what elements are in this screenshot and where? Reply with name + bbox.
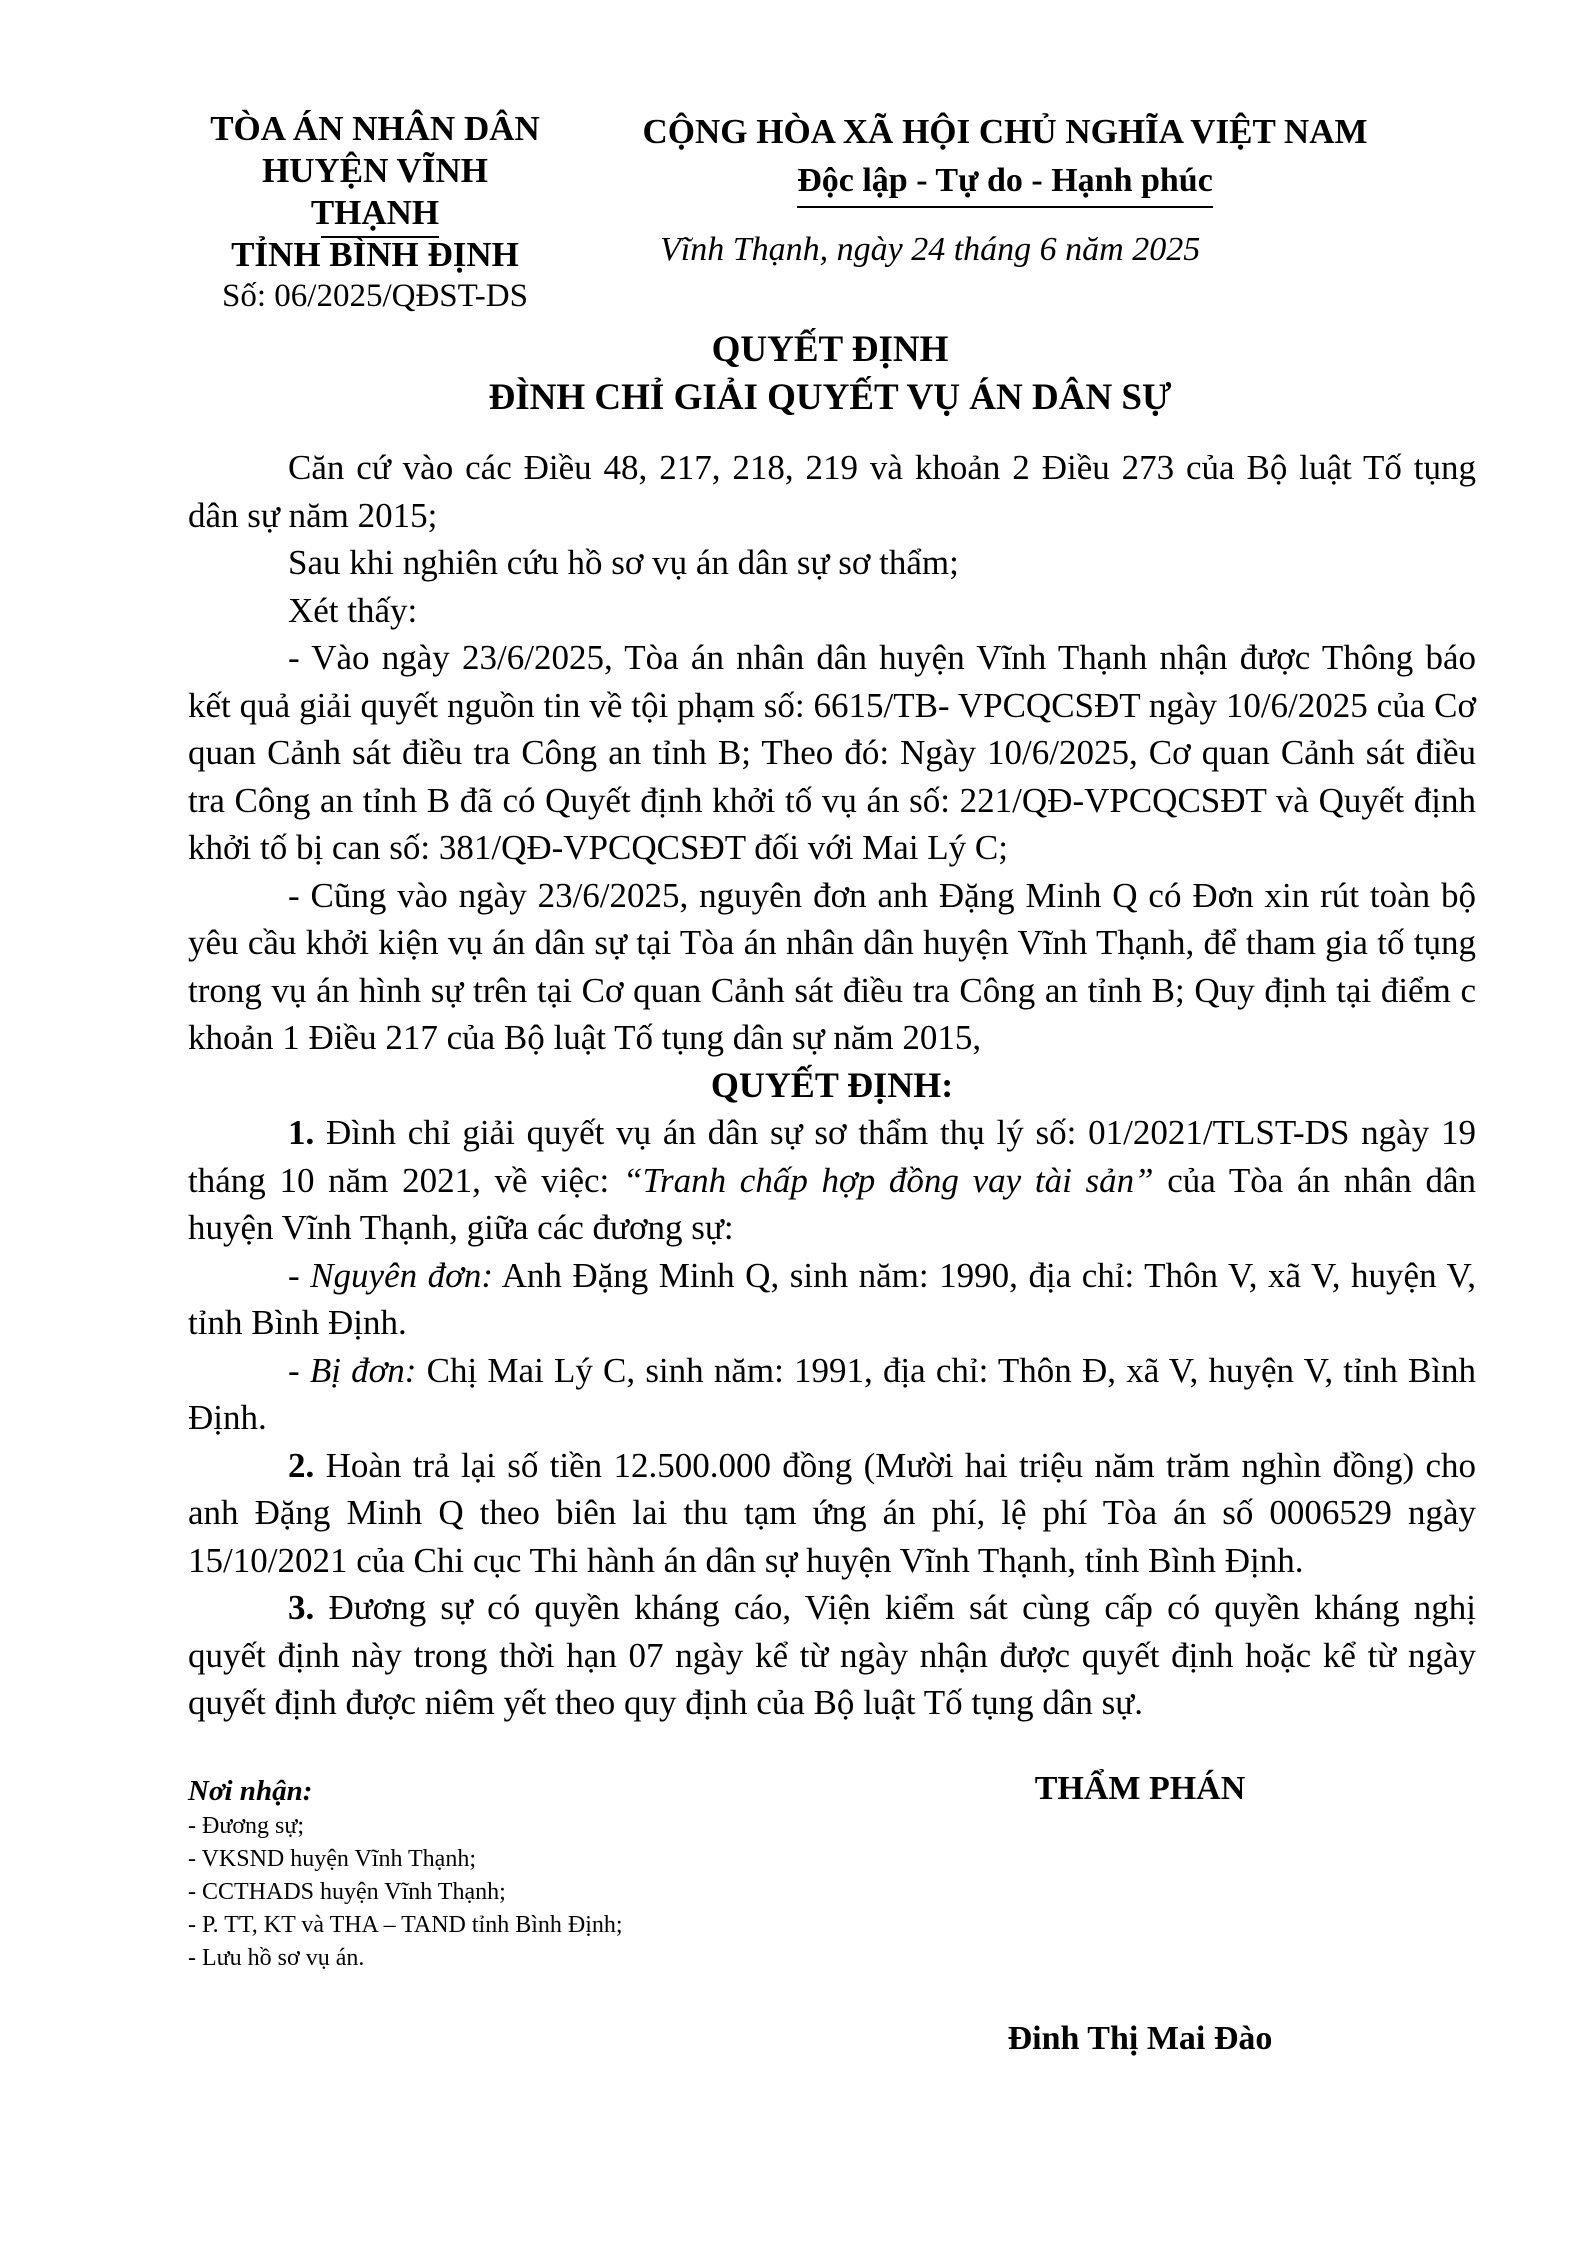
document-body	[188, 444, 1476, 1727]
recipient-item: - VKSND huyện Vĩnh Thạnh;	[188, 1846, 476, 1872]
decision-item-2-number: 2.	[288, 1445, 315, 1485]
document-header	[180, 108, 1430, 338]
decision-item-2-text: Hoàn trả lại số tiền 12.500.000 đồng (Mười hai triệu năm trăm nghìn đồng) cho anh Đặng Minh Q theo biên lai thu tạm ứng án phí, lệ phí Tòa án số 0006529 ngày 15/10/2021 của Chi cục Thi hành án dân sự huyện Vĩnh Thạnh, tỉnh Bình Định.	[188, 1445, 1476, 1580]
decision-item-2	[188, 1442, 1476, 1585]
recipients-title: Nơi nhận:	[188, 1775, 313, 1807]
recipient-item: - Đương sự;	[188, 1813, 305, 1839]
national-heading	[580, 108, 1430, 274]
title-line2: ĐÌNH CHỈ GIẢI QUYẾT VỤ ÁN DÂN SỰ	[488, 377, 1172, 418]
court-name-line3: THẠNH	[310, 193, 440, 232]
recipient-item: - CCTHADS huyện Vĩnh Thạnh;	[188, 1879, 506, 1905]
defendant-details: Chị Mai Lý C, sinh năm: 1991, địa chỉ: Thôn Đ, xã V, huyện V, tỉnh Bình Định.	[188, 1350, 1476, 1437]
decision-item-1-text-a: Đình chỉ giải quyết vụ án dân sự sơ thẩm thụ lý số: 01/2021/TLST-DS ngày 19 tháng 10 năm 2021, về việc:	[188, 1113, 1476, 1200]
decision-item-1-text-b: của Tòa án nhân dân huyện Vĩnh Thạnh, giữa các đương sự:	[188, 1160, 1476, 1247]
defendant-paragraph: - Bị đơn: Chị Mai Lý C, sinh năm: 1991, địa chỉ: Thôn Đ, xã V, huyện V, tỉnh Bình Định.	[188, 1350, 1476, 1437]
nation-title: CỘNG HÒA XÃ HỘI CHỦ NGHĨA VIỆT NAM	[642, 112, 1368, 151]
defendant-label: Bị đơn:	[309, 1350, 417, 1390]
basis-paragraph: Căn cứ vào các Điều 48, 217, 218, 219 và khoản 2 Điều 273 của Bộ luật Tố tụng dân sự năm 2015;	[188, 448, 1476, 535]
decision-item-3-number: 3.	[288, 1588, 315, 1627]
plaintiff-details: Anh Đặng Minh Q, sinh năm: 1990, địa chỉ: Thôn V, xã V, huyện V, tỉnh Bình Định.	[188, 1255, 1476, 1342]
court-province: TỈNH BÌNH ĐỊNH	[231, 235, 519, 274]
review-paragraph: Sau khi nghiên cứu hồ sơ vụ án dân sự sơ thẩm;	[288, 543, 959, 582]
document-title	[180, 326, 1480, 422]
recipient-item: - Lưu hồ sơ vụ án.	[188, 1945, 365, 1971]
recipient-item: - P. TT, KT và THA – TAND tỉnh Bình Định;	[188, 1912, 623, 1938]
finding-paragraph-2: - Cũng vào ngày 23/6/2025, nguyên đơn anh Đặng Minh Q có Đơn xin rút toàn bộ yêu cầu khởi kiện vụ án dân sự tại Tòa án nhân dân huyện Vĩnh Thạnh, để tham gia tố tụng trong vụ án hình sự trên tại Cơ quan Cảnh sát điều tra Công an tỉnh B; Quy định tại điểm c khoản 1 Điều 217 của Bộ luật Tố tụng dân sự năm 2015,	[188, 875, 1476, 1057]
recipients-block	[188, 1772, 888, 1975]
signer-role: THẨM PHÁN	[1034, 1770, 1246, 1807]
decision-item-3-text: Đương sự có quyền kháng cáo, Viện kiểm sát cùng cấp có quyền kháng nghị quyết định này trong thời hạn 07 ngày kể từ ngày nhận được quyết định hoặc kể từ ngày quyết định được niêm yết theo quy định của Bộ luật Tố tụng dân sự.	[188, 1588, 1476, 1722]
plaintiff-label: Nguyên đơn:	[310, 1255, 493, 1295]
document-number: Số: 06/2025/QĐST-DS	[222, 278, 528, 314]
decision-heading: QUYẾT ĐỊNH:	[710, 1064, 954, 1105]
place-date: Vĩnh Thạnh, ngày 24 tháng 6 năm 2025	[660, 231, 1201, 268]
national-motto: Độc lập - Tự do - Hạnh phúc	[797, 160, 1213, 208]
decision-item-1	[188, 1109, 1476, 1252]
court-name-line2: HUYỆN VĨNH	[262, 151, 488, 190]
decision-item-3	[188, 1584, 1476, 1727]
finding-paragraph-1: - Vào ngày 23/6/2025, Tòa án nhân dân huyện Vĩnh Thạnh nhận được Thông báo kết quả giải quyết nguồn tin về tội phạm số: 6615/TB- VPCQCSĐT ngày 10/6/2025 của Cơ quan Cảnh sát điều tra Công an tỉnh B; Theo đó: Ngày 10/6/2025, Cơ quan Cảnh sát điều tra Công an tỉnh B đã có Quyết định khởi tố vụ án số: 221/QĐ-VPCQCSĐT và Quyết định khởi tố bị can số: 381/QĐ-VPCQCSĐT đối với Mai Lý C;	[188, 638, 1476, 867]
case-subject: “Tranh chấp hợp đồng vay tài sản”	[622, 1160, 1154, 1200]
signer-name: Đinh Thị Mai Đào	[1007, 2020, 1273, 2057]
court-heading	[180, 108, 570, 316]
plaintiff-paragraph: - Nguyên đơn: Anh Đặng Minh Q, sinh năm: 1990, địa chỉ: Thôn V, xã V, huyện V, tỉnh Bình Định.	[188, 1255, 1476, 1342]
court-name-line1: TÒA ÁN NHÂN DÂN	[210, 109, 540, 148]
title-line1: QUYẾT ĐỊNH	[711, 329, 949, 370]
decision-item-1-number: 1.	[288, 1113, 315, 1152]
considering-paragraph: Xét thấy:	[288, 590, 418, 630]
